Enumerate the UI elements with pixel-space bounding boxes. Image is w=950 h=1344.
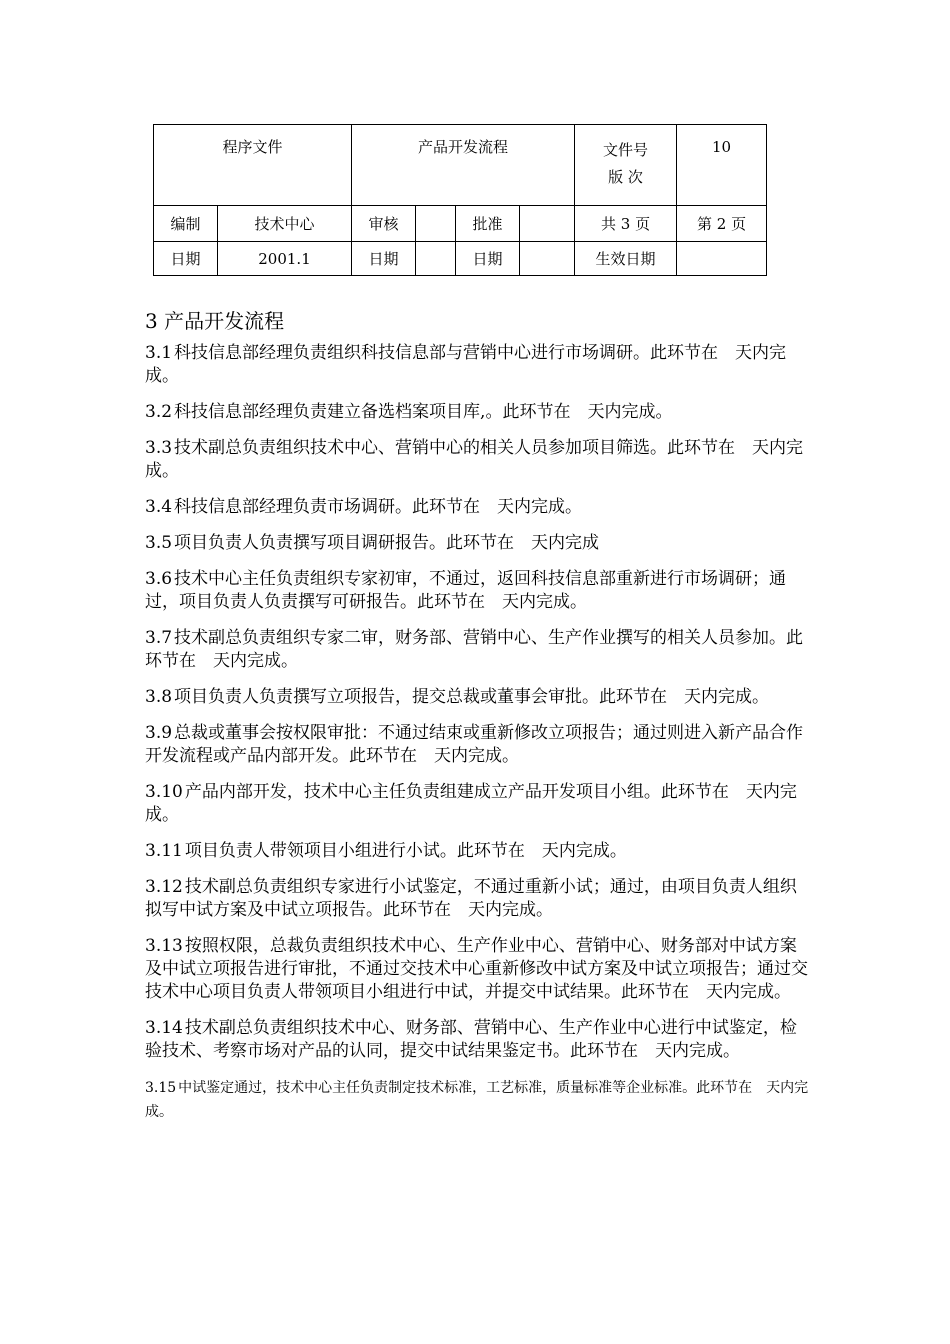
item-text: 科技信息部经理负责市场调研。此环节在 天内完成。 (174, 497, 583, 517)
item-text: 按照权限，总裁负责组织技术中心、生产作业中心、营销中心、财务部对中试方案及中试立项报告进行审批，不通过交技术中心重新修改中试方案及中试立项报告；通过交技术中心项目负责人带领项目小组进行中试，并提交中试结果。此环节在 天内完成。 (145, 936, 808, 1002)
date-label-compiled: 日期 (154, 242, 218, 276)
item-text: 技术中心主任负责组织专家初审，不通过，返回科技信息部重新进行市场调研；通过，项目负责人负责撰写可研报告。此环节在 天内完成。 (145, 569, 787, 612)
list-item (145, 401, 813, 424)
item-number: 3.15 (145, 1080, 177, 1096)
list-item (145, 686, 813, 709)
list-item (145, 496, 813, 519)
item-text: 技术副总负责组织技术中心、财务部、营销中心、生产作业中心进行中试鉴定，检验技术、考察市场对产品的认同，提交中试结果鉴定书。此环节在 天内完成。 (145, 1018, 797, 1061)
item-text: 技术副总负责组织技术中心、营销中心的相关人员参加项目筛选。此环节在 天内完成。 (145, 438, 804, 481)
page-number: 第 2 页 (677, 206, 767, 242)
item-text: 技术副总负责组织专家二审，财务部、营销中心、生产作业撰写的相关人员参加。此环节在 天内完成。 (145, 628, 804, 671)
item-text: 技术副总负责组织专家进行小试鉴定，不通过重新小试；通过，由项目负责人组织拟写中试方案及中试立项报告。此环节在 天内完成。 (145, 877, 797, 920)
date-label-approve: 日期 (456, 242, 520, 276)
section-title: 3 产品开发流程 (145, 309, 285, 333)
item-number: 3.14 (145, 1018, 183, 1038)
item-number: 3.12 (145, 877, 183, 897)
item-text: 项目负责人负责撰写项目调研报告。此环节在 天内完成 (174, 533, 600, 553)
doc-no-label: 文件号 (603, 141, 649, 159)
list-item (145, 1017, 813, 1063)
list-item (145, 935, 813, 1004)
review-label: 审核 (352, 206, 416, 242)
item-number: 3.7 (145, 628, 173, 648)
item-text: 科技信息部经理负责建立备选档案项目库,。此环节在 天内完成。 (174, 402, 673, 422)
item-text: 项目负责人负责撰写立项报告，提交总裁或董事会审批。此环节在 天内完成。 (174, 687, 770, 707)
document-body (143, 306, 813, 1137)
approve-label: 批准 (456, 206, 520, 242)
item-number: 3.5 (145, 533, 173, 553)
doc-no-label-cell (575, 125, 677, 206)
list-item (145, 342, 813, 388)
doc-title-cell: 产品开发流程 (352, 125, 575, 206)
document-header-table (153, 124, 767, 276)
version-label: 版 次 (608, 168, 643, 186)
list-item (145, 840, 813, 863)
item-text: 中试鉴定通过，技术中心主任负责制定技术标准，工艺标准，质量标准等企业标准。此环节在 天内完成。 (145, 1080, 809, 1120)
item-number: 3.4 (145, 497, 173, 517)
review-value (416, 206, 456, 242)
compiled-value: 技术中心 (218, 206, 352, 242)
date-value-approve (520, 242, 575, 276)
item-number: 3.10 (145, 782, 183, 802)
compiled-label: 编制 (154, 206, 218, 242)
date-value-review (416, 242, 456, 276)
doc-no-value-cell: 10 (677, 125, 767, 206)
effective-date-label: 生效日期 (575, 242, 677, 276)
item-number: 3.11 (145, 841, 183, 861)
item-text: 产品内部开发，技术中心主任负责组建成立产品开发项目小组。此环节在 天内完成。 (145, 782, 797, 825)
list-item (145, 876, 813, 922)
item-number: 3.9 (145, 723, 173, 743)
date-label-review: 日期 (352, 242, 416, 276)
item-number: 3.8 (145, 687, 173, 707)
doc-type-cell: 程序文件 (154, 125, 352, 206)
approve-value (520, 206, 575, 242)
item-text: 科技信息部经理负责组织科技信息部与营销中心进行市场调研。此环节在 天内完成。 (145, 343, 787, 386)
item-number: 3.3 (145, 438, 173, 458)
list-item (145, 781, 813, 827)
date-value-compiled: 2001.1 (218, 242, 352, 276)
list-item (145, 568, 813, 614)
item-number: 3.1 (145, 343, 173, 363)
effective-date-value (677, 242, 767, 276)
list-item (145, 627, 813, 673)
item-text: 总裁或董事会按权限审批：不通过结束或重新修改立项报告；通过则进入新产品合作开发流程或产品内部开发。此环节在 天内完成。 (145, 723, 804, 766)
item-number: 3.6 (145, 569, 173, 589)
list-item (145, 532, 813, 555)
item-number: 3.2 (145, 402, 173, 422)
list-item (145, 722, 813, 768)
list-item (145, 437, 813, 483)
item-text: 项目负责人带领项目小组进行小试。此环节在 天内完成。 (184, 841, 627, 861)
list-item (145, 1076, 813, 1124)
item-number: 3.13 (145, 936, 183, 956)
total-pages: 共 3 页 (575, 206, 677, 242)
